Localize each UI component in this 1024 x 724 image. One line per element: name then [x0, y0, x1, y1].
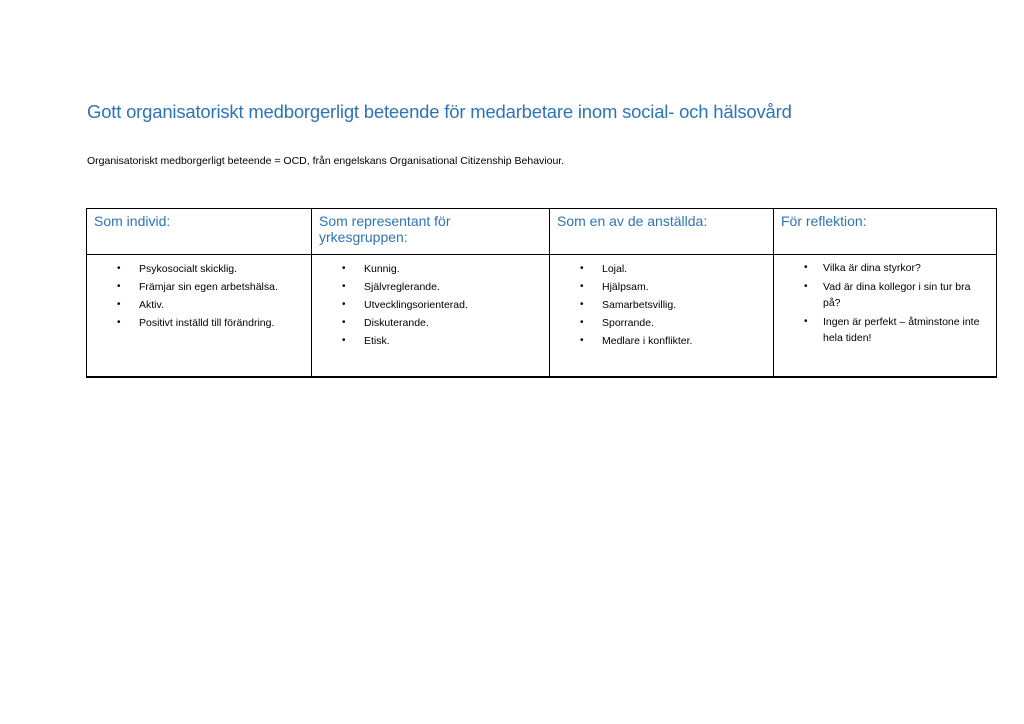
list-item: • Etisk. — [312, 332, 549, 350]
list-item: • Vad är dina kollegor i sin tur bra på? — [804, 280, 971, 309]
cell-reflection — [774, 255, 997, 378]
bullet-icon: • — [580, 299, 584, 310]
individual-list — [87, 260, 311, 332]
table-body-row — [87, 255, 997, 378]
list-item: • Vilka är dina styrkor? — [774, 260, 996, 277]
list-item: • Lojal. — [550, 260, 773, 278]
document-title: Gott organisatoriskt medborgerligt beteende för medarbetare inom social- och hälsovård — [87, 101, 792, 122]
table-header-row — [87, 209, 997, 255]
list-item: • Aktiv. — [87, 296, 311, 314]
list-item: • Hjälpsam. — [550, 278, 773, 296]
bullet-icon: • — [117, 299, 121, 310]
bullet-icon: • — [342, 263, 346, 274]
list-item: • Samarbetsvillig. — [550, 296, 773, 314]
list-item: • Medlare i konflikter. — [550, 332, 773, 350]
list-item: • Kunnig. — [312, 260, 549, 278]
column-header-individual: Som individ: — [87, 209, 312, 255]
bullet-icon: • — [580, 317, 584, 328]
bullet-icon: • — [580, 335, 584, 346]
list-item: • Självreglerande. — [312, 278, 549, 296]
list-item: • Diskuterande. — [312, 314, 549, 332]
cell-individual — [87, 255, 312, 378]
cell-employee — [550, 255, 774, 378]
profession-list — [312, 260, 549, 350]
list-item: • Positivt inställd till förändring. — [87, 314, 311, 332]
column-header-reflection: För reflektion: — [774, 209, 997, 255]
bullet-icon: • — [804, 280, 808, 292]
bullet-icon: • — [580, 281, 584, 292]
list-item: • Sporrande. — [550, 314, 773, 332]
ocd-table — [86, 208, 997, 378]
document-subtitle: Organisatoriskt medborgerligt beteende = OCD, från engelskans Organisational Citizenship Behaviour. — [87, 155, 565, 167]
bullet-icon: • — [342, 299, 346, 310]
bullet-icon: • — [342, 281, 346, 292]
column-header-profession: Som representant för yrkesgruppen: — [312, 209, 550, 255]
bullet-icon: • — [804, 262, 808, 273]
employee-list — [550, 260, 773, 350]
list-item: • Ingen är perfekt – åtminstone inte hela tiden! — [804, 315, 980, 344]
bullet-icon: • — [342, 317, 346, 328]
list-item: • Främjar sin egen arbetshälsa. — [87, 278, 311, 296]
bullet-icon: • — [117, 317, 121, 328]
reflection-list — [774, 260, 996, 347]
list-item: • Psykosocialt skicklig. — [87, 260, 311, 278]
bullet-icon: • — [580, 263, 584, 274]
cell-profession — [312, 255, 550, 378]
bullet-icon: • — [117, 263, 121, 274]
bullet-icon: • — [117, 281, 121, 292]
bullet-icon: • — [804, 315, 808, 327]
column-header-employee: Som en av de anställda: — [550, 209, 774, 255]
bullet-icon: • — [342, 335, 346, 346]
list-item: • Utvecklingsorienterad. — [312, 296, 549, 314]
